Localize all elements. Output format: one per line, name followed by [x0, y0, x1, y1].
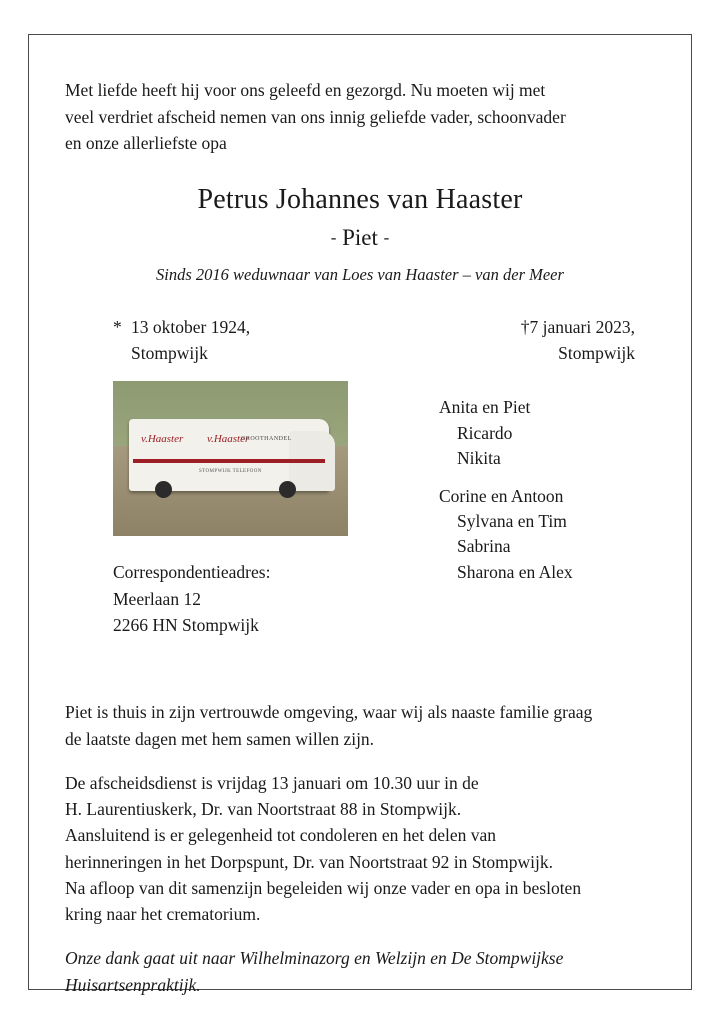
family-list	[439, 395, 573, 597]
death-place: Stompwijk	[558, 342, 635, 363]
paragraph-1	[65, 699, 655, 752]
intro-text	[65, 77, 655, 157]
card-content	[65, 63, 655, 995]
death-line	[512, 315, 635, 340]
deceased-nickname: Piet	[342, 225, 378, 251]
family-group-2	[439, 484, 573, 586]
van-photo	[113, 381, 348, 536]
dates-row	[65, 315, 655, 371]
death-cross-icon: †	[520, 317, 530, 338]
address-label: Correspondentieadres:	[113, 562, 271, 583]
delivery-van-icon	[129, 419, 329, 491]
paragraph-2-line-3: Aansluitend is er gelegenheid tot condoleren en het delen van	[65, 825, 497, 846]
birth-star-icon: *	[113, 317, 122, 338]
thanks-line-1: Onze dank gaat uit naar Wilhelminazorg en Welzijn en De Stompwijkse	[65, 948, 564, 969]
family-child: Nikita	[457, 448, 501, 469]
thanks-paragraph	[65, 945, 655, 998]
paragraph-2-line-1: De afscheidsdienst is vrijdag 13 januari om 10.30 uur in de	[65, 772, 479, 793]
thanks-line-2: Huisartsenpraktijk.	[65, 974, 201, 995]
intro-line-2: veel verdriet afscheid nemen van ons innig geliefde vader, schoonvader	[65, 106, 566, 127]
family-child: Sabrina	[457, 536, 511, 557]
deceased-name: Petrus Johannes van Haaster	[197, 183, 523, 215]
dash-left: -	[330, 228, 337, 248]
family-group-1	[439, 395, 573, 471]
death-block	[512, 315, 635, 366]
family-parents: Anita en Piet	[439, 397, 531, 418]
van-logo-left: v.Haaster	[141, 433, 184, 446]
memorial-card	[28, 34, 692, 995]
van-subtext: STOMPWIJK TELEFOON	[199, 469, 262, 475]
paragraph-1-line-2: de laatste dagen met hem samen willen zijn.	[65, 728, 375, 749]
paragraph-2	[65, 770, 655, 928]
paragraph-2-line-4: herinneringen in het Dorpspunt, Dr. van Noortstraat 92 in Stompwijk.	[65, 851, 553, 872]
correspondence-address	[113, 559, 270, 638]
photo-family-row	[65, 381, 655, 635]
van-word: GROOTHANDEL	[241, 436, 292, 443]
paragraph-2-line-5: Na afloop van dit samenzijn begeleiden wij onze vader en opa in besloten	[65, 877, 582, 898]
paragraph-2-line-2: H. Laurentiuskerk, Dr. van Noortstraat 88 in Stompwijk.	[65, 799, 462, 820]
family-parents: Corine en Antoon	[439, 485, 564, 506]
van-logo-right: v.Haaster	[207, 433, 250, 446]
body-text	[65, 699, 655, 998]
intro-line-1: Met liefde heeft hij voor ons geleefd en gezorgd. Nu moeten wij met	[65, 80, 546, 100]
birth-block	[113, 315, 250, 366]
paragraph-2-line-6: kring naar het crematorium.	[65, 904, 261, 925]
dash-right: -	[383, 228, 390, 248]
birth-line	[113, 315, 250, 340]
death-date: 7 januari 2023,	[529, 317, 635, 338]
family-child: Sylvana en Tim	[457, 510, 567, 531]
paragraph-1-line-1: Piet is thuis in zijn vertrouwde omgeving, waar wij als naaste familie graag	[65, 702, 593, 723]
birth-place: Stompwijk	[131, 342, 208, 363]
intro-line-3: en onze allerliefste opa	[65, 133, 227, 154]
deceased-nickname-row	[65, 225, 655, 251]
family-child: Ricardo	[457, 422, 513, 443]
family-child: Sharona en Alex	[457, 561, 573, 582]
widow-line: Sinds 2016 weduwnaar van Loes van Haaster – van der Meer	[156, 265, 564, 285]
address-street: Meerlaan 12	[113, 588, 201, 609]
address-city: 2266 HN Stompwijk	[113, 614, 259, 635]
birth-date: 13 oktober 1924,	[131, 317, 251, 338]
van-stripe	[133, 459, 325, 463]
